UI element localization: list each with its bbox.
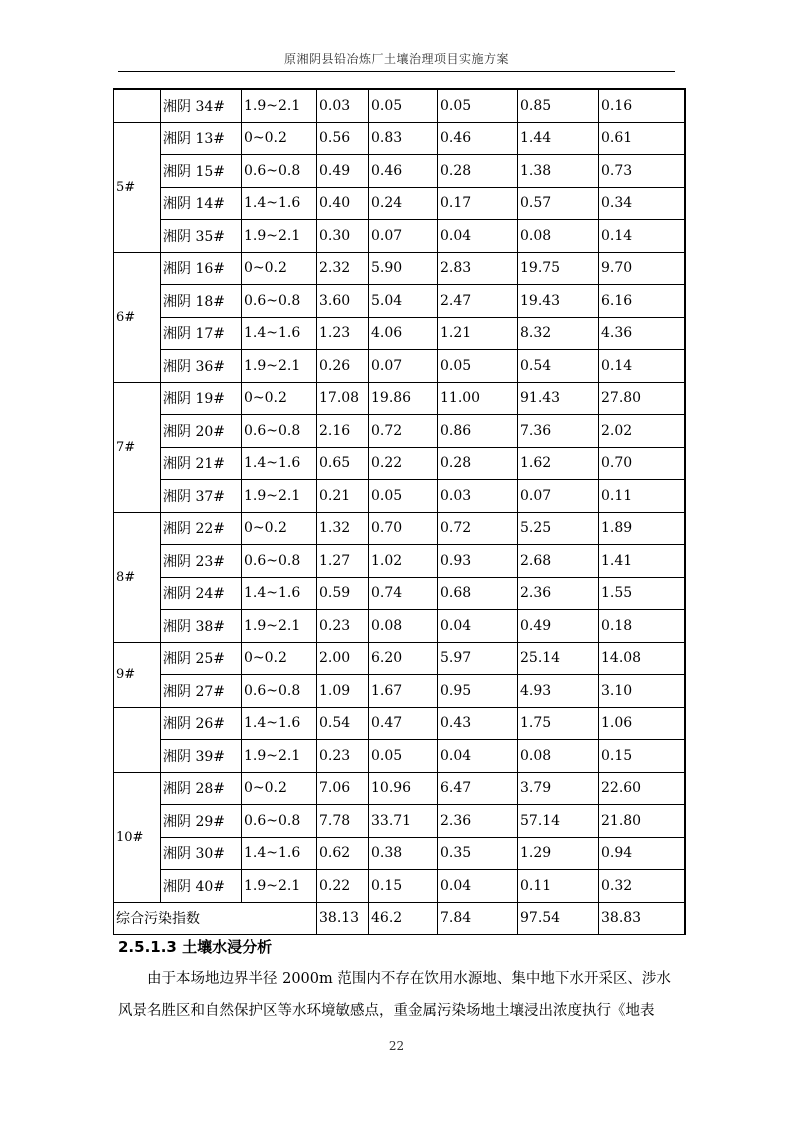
value-cell: 2.68: [518, 545, 599, 578]
value-cell: 2.83: [438, 252, 518, 285]
value-cell: 2.32: [317, 252, 369, 285]
value-cell: 0.73: [599, 155, 685, 188]
value-cell: 17.08: [317, 382, 369, 415]
value-cell: 0.07: [369, 350, 438, 383]
table-body: [114, 89, 685, 935]
sample-cell: 湘阴 38#: [161, 610, 242, 643]
table-row: [114, 480, 685, 513]
value-cell: 0.15: [599, 740, 685, 773]
depth-cell: 1.4~1.6: [242, 707, 317, 740]
depth-cell: 1.4~1.6: [242, 187, 317, 220]
value-cell: 0.35: [438, 837, 518, 870]
value-cell: 5.25: [518, 512, 599, 545]
value-cell: 6.47: [438, 772, 518, 805]
sample-cell: 湘阴 20#: [161, 415, 242, 448]
value-cell: 0.14: [599, 350, 685, 383]
group-label: 6#: [114, 252, 161, 382]
group-label: 10#: [114, 772, 161, 902]
value-cell: 0.49: [518, 610, 599, 643]
value-cell: 1.67: [369, 675, 438, 708]
value-cell: 0.30: [317, 220, 369, 253]
value-cell: 6.16: [599, 285, 685, 318]
value-cell: 1.02: [369, 545, 438, 578]
depth-cell: 1.9~2.1: [242, 89, 317, 122]
depth-cell: 1.4~1.6: [242, 837, 317, 870]
depth-cell: 1.9~2.1: [242, 610, 317, 643]
table-row: [114, 415, 685, 448]
table-row: [114, 122, 685, 155]
group-label: 7#: [114, 382, 161, 512]
table-row: [114, 187, 685, 220]
paragraph: 由于本场地边界半径 2000m 范围内不存在饮用水源地、集中地下水开采区、涉水风景名胜区和自然保护区等水环境敏感点，重金属污染场地土壤浸出浓度执行《地表: [118, 971, 671, 1019]
value-cell: 0.08: [369, 610, 438, 643]
page-header-title: 原湘阴县铅冶炼厂土壤治理项目实施方案: [283, 52, 509, 66]
sample-cell: 湘阴 34#: [161, 89, 242, 122]
value-cell: 1.62: [518, 447, 599, 480]
sample-cell: 湘阴 23#: [161, 545, 242, 578]
value-cell: 1.29: [518, 837, 599, 870]
value-cell: 0.03: [438, 480, 518, 513]
value-cell: 0.40: [317, 187, 369, 220]
group-label: 5#: [114, 122, 161, 252]
value-cell: 8.32: [518, 317, 599, 350]
value-cell: 0.23: [317, 610, 369, 643]
value-cell: 0.86: [438, 415, 518, 448]
group-label: [114, 89, 161, 122]
value-cell: 5.97: [438, 642, 518, 675]
value-cell: 0.72: [438, 512, 518, 545]
summary-value-cell: 38.83: [599, 902, 685, 935]
value-cell: 0.49: [317, 155, 369, 188]
value-cell: 0.46: [438, 122, 518, 155]
sample-cell: 湘阴 15#: [161, 155, 242, 188]
value-cell: 0.70: [369, 512, 438, 545]
table-row: [114, 642, 685, 675]
summary-value-cell: 97.54: [518, 902, 599, 935]
table-row: [114, 870, 685, 903]
value-cell: 0.11: [518, 870, 599, 903]
value-cell: 0.43: [438, 707, 518, 740]
section-heading: 2.5.1.3 土壤水浸分析: [118, 938, 273, 956]
value-cell: 91.43: [518, 382, 599, 415]
value-cell: 0.61: [599, 122, 685, 155]
value-cell: 2.02: [599, 415, 685, 448]
depth-cell: 0.6~0.8: [242, 155, 317, 188]
value-cell: 0.34: [599, 187, 685, 220]
group-label: 9#: [114, 642, 161, 707]
value-cell: 1.44: [518, 122, 599, 155]
value-cell: 2.16: [317, 415, 369, 448]
value-cell: 0.14: [599, 220, 685, 253]
summary-row: [114, 902, 685, 935]
value-cell: 2.47: [438, 285, 518, 318]
sample-cell: 湘阴 36#: [161, 350, 242, 383]
value-cell: 14.08: [599, 642, 685, 675]
value-cell: 0.28: [438, 447, 518, 480]
value-cell: 0.07: [518, 480, 599, 513]
depth-cell: 0.6~0.8: [242, 415, 317, 448]
value-cell: 0.85: [518, 89, 599, 122]
value-cell: 19.86: [369, 382, 438, 415]
table-row: [114, 545, 685, 578]
value-cell: 0.72: [369, 415, 438, 448]
depth-cell: 1.9~2.1: [242, 220, 317, 253]
value-cell: 57.14: [518, 805, 599, 838]
value-cell: 1.32: [317, 512, 369, 545]
value-cell: 1.06: [599, 707, 685, 740]
sample-cell: 湘阴 16#: [161, 252, 242, 285]
value-cell: 0.05: [369, 89, 438, 122]
value-cell: 10.96: [369, 772, 438, 805]
value-cell: 0.05: [438, 89, 518, 122]
depth-cell: 1.4~1.6: [242, 447, 317, 480]
value-cell: 1.09: [317, 675, 369, 708]
table-row: [114, 285, 685, 318]
value-cell: 0.74: [369, 577, 438, 610]
value-cell: 7.78: [317, 805, 369, 838]
value-cell: 5.04: [369, 285, 438, 318]
depth-cell: 1.9~2.1: [242, 350, 317, 383]
sample-cell: 湘阴 26#: [161, 707, 242, 740]
group-label: 8#: [114, 512, 161, 642]
value-cell: 1.41: [599, 545, 685, 578]
value-cell: 3.60: [317, 285, 369, 318]
depth-cell: 1.9~2.1: [242, 740, 317, 773]
value-cell: 0.17: [438, 187, 518, 220]
value-cell: 0.22: [317, 870, 369, 903]
value-cell: 0.28: [438, 155, 518, 188]
table-row: [114, 252, 685, 285]
depth-cell: 0~0.2: [242, 252, 317, 285]
summary-value-cell: 7.84: [438, 902, 518, 935]
value-cell: 0.54: [317, 707, 369, 740]
table-row: [114, 447, 685, 480]
value-cell: 25.14: [518, 642, 599, 675]
sample-cell: 湘阴 39#: [161, 740, 242, 773]
depth-cell: 1.9~2.1: [242, 480, 317, 513]
header-rule: [118, 71, 675, 72]
value-cell: 0.04: [438, 870, 518, 903]
value-cell: 0.23: [317, 740, 369, 773]
value-cell: 0.62: [317, 837, 369, 870]
value-cell: 3.10: [599, 675, 685, 708]
value-cell: 0.70: [599, 447, 685, 480]
value-cell: 0.05: [369, 480, 438, 513]
value-cell: 0.11: [599, 480, 685, 513]
sample-cell: 湘阴 24#: [161, 577, 242, 610]
depth-cell: 1.9~2.1: [242, 870, 317, 903]
value-cell: 4.36: [599, 317, 685, 350]
sample-cell: 湘阴 21#: [161, 447, 242, 480]
depth-cell: 0~0.2: [242, 382, 317, 415]
table-row: [114, 89, 685, 122]
table-row: [114, 675, 685, 708]
value-cell: 1.23: [317, 317, 369, 350]
table-row: [114, 772, 685, 805]
sample-cell: 湘阴 28#: [161, 772, 242, 805]
value-cell: 1.75: [518, 707, 599, 740]
depth-cell: 0.6~0.8: [242, 805, 317, 838]
value-cell: 0.03: [317, 89, 369, 122]
table-row: [114, 512, 685, 545]
value-cell: 0.18: [599, 610, 685, 643]
value-cell: 0.21: [317, 480, 369, 513]
value-cell: 0.05: [369, 740, 438, 773]
depth-cell: 0.6~0.8: [242, 675, 317, 708]
sample-cell: 湘阴 13#: [161, 122, 242, 155]
sample-cell: 湘阴 17#: [161, 317, 242, 350]
pollution-index-table: [113, 88, 686, 935]
value-cell: 2.36: [518, 577, 599, 610]
table-row: [114, 577, 685, 610]
sample-cell: 湘阴 19#: [161, 382, 242, 415]
depth-cell: 0~0.2: [242, 772, 317, 805]
value-cell: 0.15: [369, 870, 438, 903]
summary-value-cell: 46.2: [369, 902, 438, 935]
value-cell: 0.32: [599, 870, 685, 903]
sample-cell: 湘阴 40#: [161, 870, 242, 903]
value-cell: 21.80: [599, 805, 685, 838]
depth-cell: 0~0.2: [242, 642, 317, 675]
value-cell: 0.65: [317, 447, 369, 480]
sample-cell: 湘阴 25#: [161, 642, 242, 675]
value-cell: 0.57: [518, 187, 599, 220]
sample-cell: 湘阴 30#: [161, 837, 242, 870]
value-cell: 0.46: [369, 155, 438, 188]
depth-cell: 1.4~1.6: [242, 577, 317, 610]
value-cell: 0.05: [438, 350, 518, 383]
group-label: [114, 707, 161, 772]
value-cell: 0.04: [438, 220, 518, 253]
value-cell: 0.16: [599, 89, 685, 122]
value-cell: 0.56: [317, 122, 369, 155]
table-row: [114, 155, 685, 188]
table-row: [114, 707, 685, 740]
value-cell: 0.08: [518, 740, 599, 773]
table-row: [114, 837, 685, 870]
value-cell: 0.04: [438, 610, 518, 643]
depth-cell: 1.4~1.6: [242, 317, 317, 350]
depth-cell: 0~0.2: [242, 122, 317, 155]
value-cell: 4.93: [518, 675, 599, 708]
value-cell: 0.38: [369, 837, 438, 870]
value-cell: 6.20: [369, 642, 438, 675]
value-cell: 11.00: [438, 382, 518, 415]
value-cell: 0.54: [518, 350, 599, 383]
value-cell: 7.36: [518, 415, 599, 448]
depth-cell: 0~0.2: [242, 512, 317, 545]
value-cell: 2.00: [317, 642, 369, 675]
value-cell: 5.90: [369, 252, 438, 285]
value-cell: 0.04: [438, 740, 518, 773]
summary-value-cell: 38.13: [317, 902, 369, 935]
value-cell: 1.21: [438, 317, 518, 350]
table-row: [114, 317, 685, 350]
table-row: [114, 350, 685, 383]
value-cell: 0.22: [369, 447, 438, 480]
value-cell: 0.83: [369, 122, 438, 155]
value-cell: 0.95: [438, 675, 518, 708]
table-row: [114, 805, 685, 838]
value-cell: 0.08: [518, 220, 599, 253]
sample-cell: 湘阴 35#: [161, 220, 242, 253]
value-cell: 1.89: [599, 512, 685, 545]
value-cell: 9.70: [599, 252, 685, 285]
value-cell: 1.55: [599, 577, 685, 610]
value-cell: 2.36: [438, 805, 518, 838]
value-cell: 22.60: [599, 772, 685, 805]
sample-cell: 湘阴 22#: [161, 512, 242, 545]
value-cell: 3.79: [518, 772, 599, 805]
value-cell: 7.06: [317, 772, 369, 805]
table-row: [114, 740, 685, 773]
value-cell: 4.06: [369, 317, 438, 350]
page-number: 22: [388, 1039, 405, 1053]
value-cell: 0.47: [369, 707, 438, 740]
value-cell: 0.59: [317, 577, 369, 610]
value-cell: 0.93: [438, 545, 518, 578]
sample-cell: 湘阴 18#: [161, 285, 242, 318]
sample-cell: 湘阴 14#: [161, 187, 242, 220]
table-row: [114, 610, 685, 643]
depth-cell: 0.6~0.8: [242, 545, 317, 578]
value-cell: 33.71: [369, 805, 438, 838]
value-cell: 19.43: [518, 285, 599, 318]
table-row: [114, 220, 685, 253]
depth-cell: 0.6~0.8: [242, 285, 317, 318]
sample-cell: 湘阴 37#: [161, 480, 242, 513]
sample-cell: 湘阴 27#: [161, 675, 242, 708]
sample-cell: 湘阴 29#: [161, 805, 242, 838]
table-row: [114, 382, 685, 415]
value-cell: 0.94: [599, 837, 685, 870]
value-cell: 0.07: [369, 220, 438, 253]
value-cell: 19.75: [518, 252, 599, 285]
value-cell: 0.24: [369, 187, 438, 220]
value-cell: 1.38: [518, 155, 599, 188]
value-cell: 0.68: [438, 577, 518, 610]
value-cell: 1.27: [317, 545, 369, 578]
summary-label: 综合污染指数: [114, 902, 317, 935]
value-cell: 27.80: [599, 382, 685, 415]
value-cell: 0.26: [317, 350, 369, 383]
